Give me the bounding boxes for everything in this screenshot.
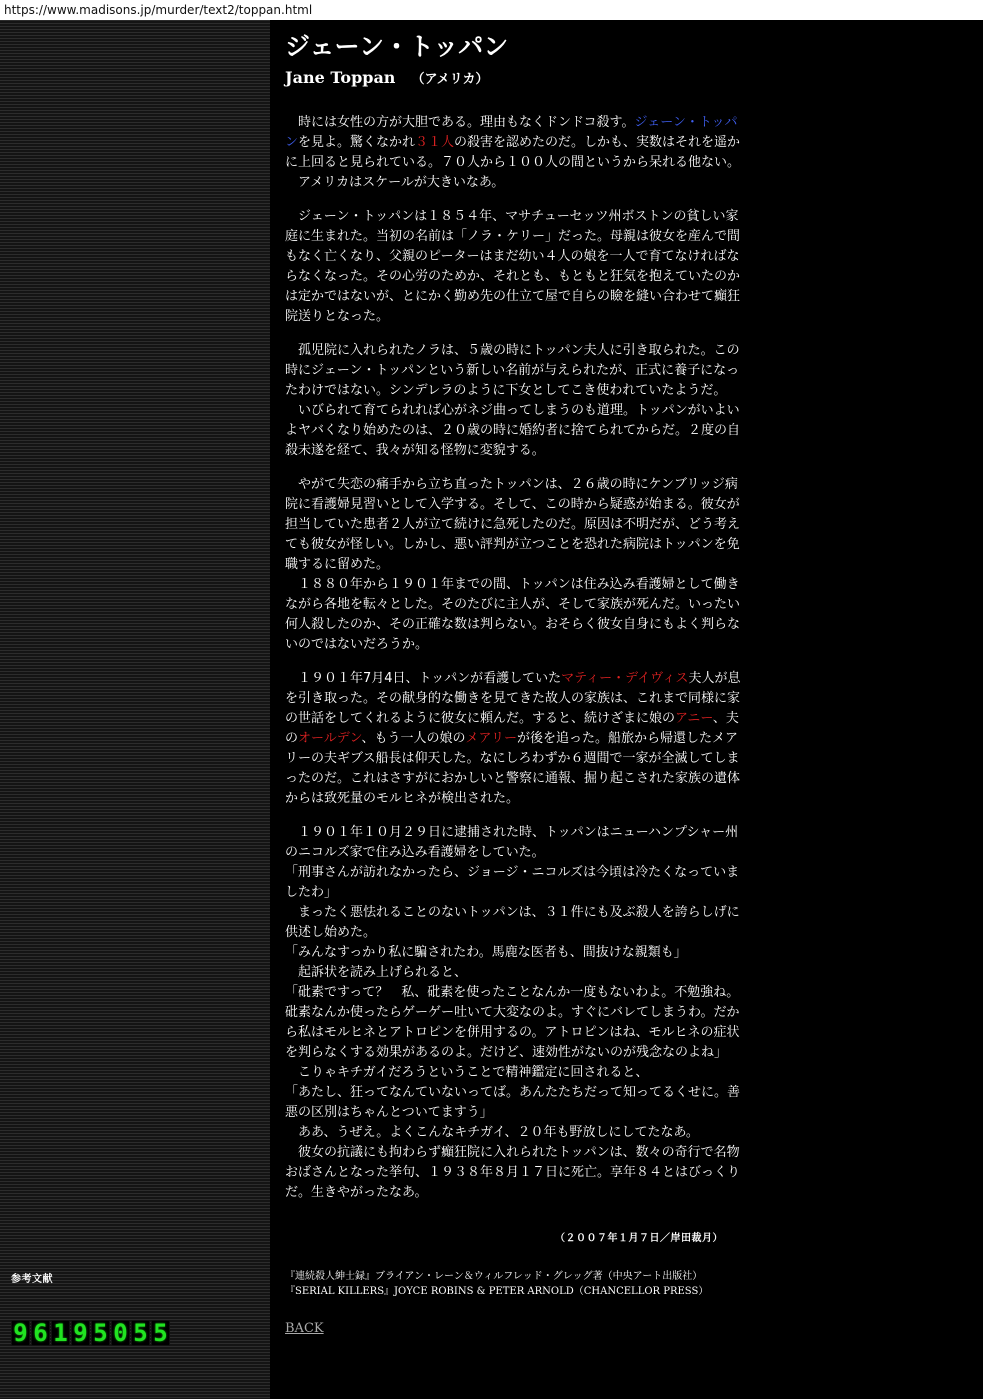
article-body [285,113,743,1217]
quote-4: 「あたし、狂ってなんていないってば。あんたたちだって知ってるくせに。善悪の区別はちゃんとついてますう」 [285,1085,741,1120]
subtitle-english: Jane Toppan [285,68,396,87]
counter-digit: 5 [91,1320,110,1346]
reference-item: 『SERIAL KILLERS』JOYCE ROBINS & PETER ARNOLD（CHANCELLOR PRESS） [285,1286,709,1297]
subtitle-country: （アメリカ） [411,72,489,87]
birth-text: ジェーン・トッパンは１８５４年、マサチューセッツ州ボストンの貧しい家庭に生まれた。当初の名前は「ノラ・ケリー」だった。母親は彼女を産んで間もなく亡くなり、父親のピーターはまだ幼い４人の娘を一人で育てなければならなくなった。その心労のためか、それとも、もともと狂気を抱えていたのかは定かではないが、とにかく勤め先の仕立て屋で自らの瞼を縫い合わせて癲狂院送りとなった。 [285,209,741,324]
page-title: ジェーン・トッパン [285,32,509,61]
date-author: （２００７年１月７日／岸田裁月） [555,1233,723,1244]
paragraph-arrest [285,823,743,1203]
victim-name-mary: メアリー [465,731,517,746]
victim-name-davis: マティー・デイヴィス [561,671,689,686]
sidebar [0,20,270,1399]
davis-text: １９０１年7月4日、トッパンが看護していた [298,671,562,686]
counter-digit: 6 [31,1320,50,1346]
wandering-text: １８８０年から１９０１年までの間、トッパンは住み込み看護婦として働きながら各地を転々とした。そのたびに主人が、そして家族が死んだ。いったい何人殺したのか、その正確な数は判らない。おそらく彼女自身にもよく判らないのではないだろうか。 [285,577,741,652]
paragraph-birth [285,207,743,327]
paragraph-davis [285,669,743,809]
davis-text-4: 、もう一人の娘の [361,731,466,746]
counter-digit: 9 [11,1320,30,1346]
arrest-text: １９０１年１０月２９日に逮捕された時、トッパンはニューハンプシャー州のニコルズ家で住み込み看護婦をしていた。 [285,825,739,860]
counter-digit: 5 [151,1320,170,1346]
nursing-text: やがて失恋の痛手から立ち直ったトッパンは、２６歳の時にケンブリッジ病院に看護婦見習いとして入学する。そして、この時から疑惑が始まる。彼女が担当していた患者２人が立て続けに急死したのだ。原因は不明だが、どう考えても彼女が怪しい。しかし、悪い評判が立つことを恐れた病院はトッパンを免職するに留めた。 [285,477,741,572]
remark-text: ああ、うぜえ。よくこんなキチガイ、２０年も野放しにしてたなあ。 [298,1125,699,1140]
page-subtitle [285,68,489,87]
davis-text-5: が後を追った。船旅から帰還したメアリーの夫ギブス船長は仰天した。なにしろわずか６週間で一家が全滅してしまったのだ。これはさすがにおかしいと警察に通報、掘り起こされた家族の遺体からは致死量のモルヒネが検出された。 [285,731,741,806]
quote-1: 「刑事さんが訪れなかったら、ジョージ・ニコルズは今頃は冷たくなっていましたわ」 [285,865,740,900]
victim-name-annie: アニー [675,711,713,726]
back-link[interactable]: BACK [285,1321,324,1336]
counter-digit: 9 [71,1320,90,1346]
paragraph-orphanage [285,341,743,461]
quote-3: 「砒素ですって？ 私、砒素を使ったことなんか一度もないわよ。不勉強ね。砒素なんか使ったらゲーゲー吐いて大変なのよ。すぐにバレてしまうわ。だから私はモルヒネとアトロピンを併用するの。アトロピンはね、モルヒネの症状を判らなくする効果があるのよ。だけど、速効性がないのが残念なのよね」 [285,985,740,1060]
transformation-text: いびられて育てられれば心がネジ曲ってしまうのも道理。トッパンがいよいよヤバくなり始めたのは、２０歳の時に婚約者に捨てられてからだ。２度の自殺未遂を経て、我々が知る怪物に変貌する。 [285,403,741,458]
intro-remark: アメリカはスケールが大きいなあ。 [298,175,505,190]
evaluation-text: こりゃキチガイだろうということで精神鑑定に回されると、 [298,1065,649,1080]
counter-digit: 1 [51,1320,70,1346]
references-label: 参考文献 [11,1274,53,1285]
davis-text-2: 夫人が息を引き取った。その献身的な働きを見てきた故人の家族は、これまで同様に家の世話をしてくれるように彼女に頼んだ。すると、続けざまに娘の [285,671,741,726]
death-text: 彼女の抗議にも拘わらず癲狂院に入れられたトッパンは、数々の奇行で名物おばさんとなった挙句、１９３８年８月１７日に死亡。享年８４とはびっくりだ。生きやがったなあ。 [285,1145,741,1200]
counter-digit: 0 [111,1320,130,1346]
intro-text-2: を見よ。驚くなかれ [298,135,416,150]
counter-digit: 5 [131,1320,150,1346]
main-content [270,20,983,1399]
reference-item: 『連続殺人紳士録』ブライアン・レーン＆ウィルフレッド・グレッグ著（中央アート出版社） [285,1271,703,1282]
indictment-text: 起訴状を読み上げられると、 [298,965,468,980]
orphanage-text: 孤児院に入れられたノラは、５歳の時にトッパン夫人に引き取られた。この時にジェーン・トッパンという新しい名前が与えられたが、正式に養子になったわけではない。シンデレラのように下女としてこき使われていたようだ。 [285,343,740,398]
visitor-counter [11,1320,170,1346]
victim-name-alden: オールデン [298,731,362,746]
quote-2: 「みんなすっかり私に騙されたわ。馬鹿な医者も、間抜けな親類も」 [285,945,687,960]
intro-text: 時には女性の方が大胆である。理由もなくドンドコ殺す。 [298,115,635,130]
confession-text: まったく悪怯れることのないトッパンは、３１件にも及ぶ殺人を誇らしげに供述し始めた。 [285,905,740,940]
victim-count: ３１人 [415,135,455,150]
paragraph-nursing [285,475,743,655]
name-link[interactable]: ジェーン・トッパン [285,115,738,150]
paragraph-intro [285,113,743,193]
davis-text-3: 、夫の [285,711,739,746]
references-list [285,1269,708,1299]
intro-text-3: の殺害を認めたのだ。しかも、実数はそれを遥かに上回ると見られている。７０人から１００人の間というから呆れる他ない。 [285,135,741,170]
url-bar[interactable]: https://www.madisons.jp/murder/text2/toppan.html [0,0,983,20]
